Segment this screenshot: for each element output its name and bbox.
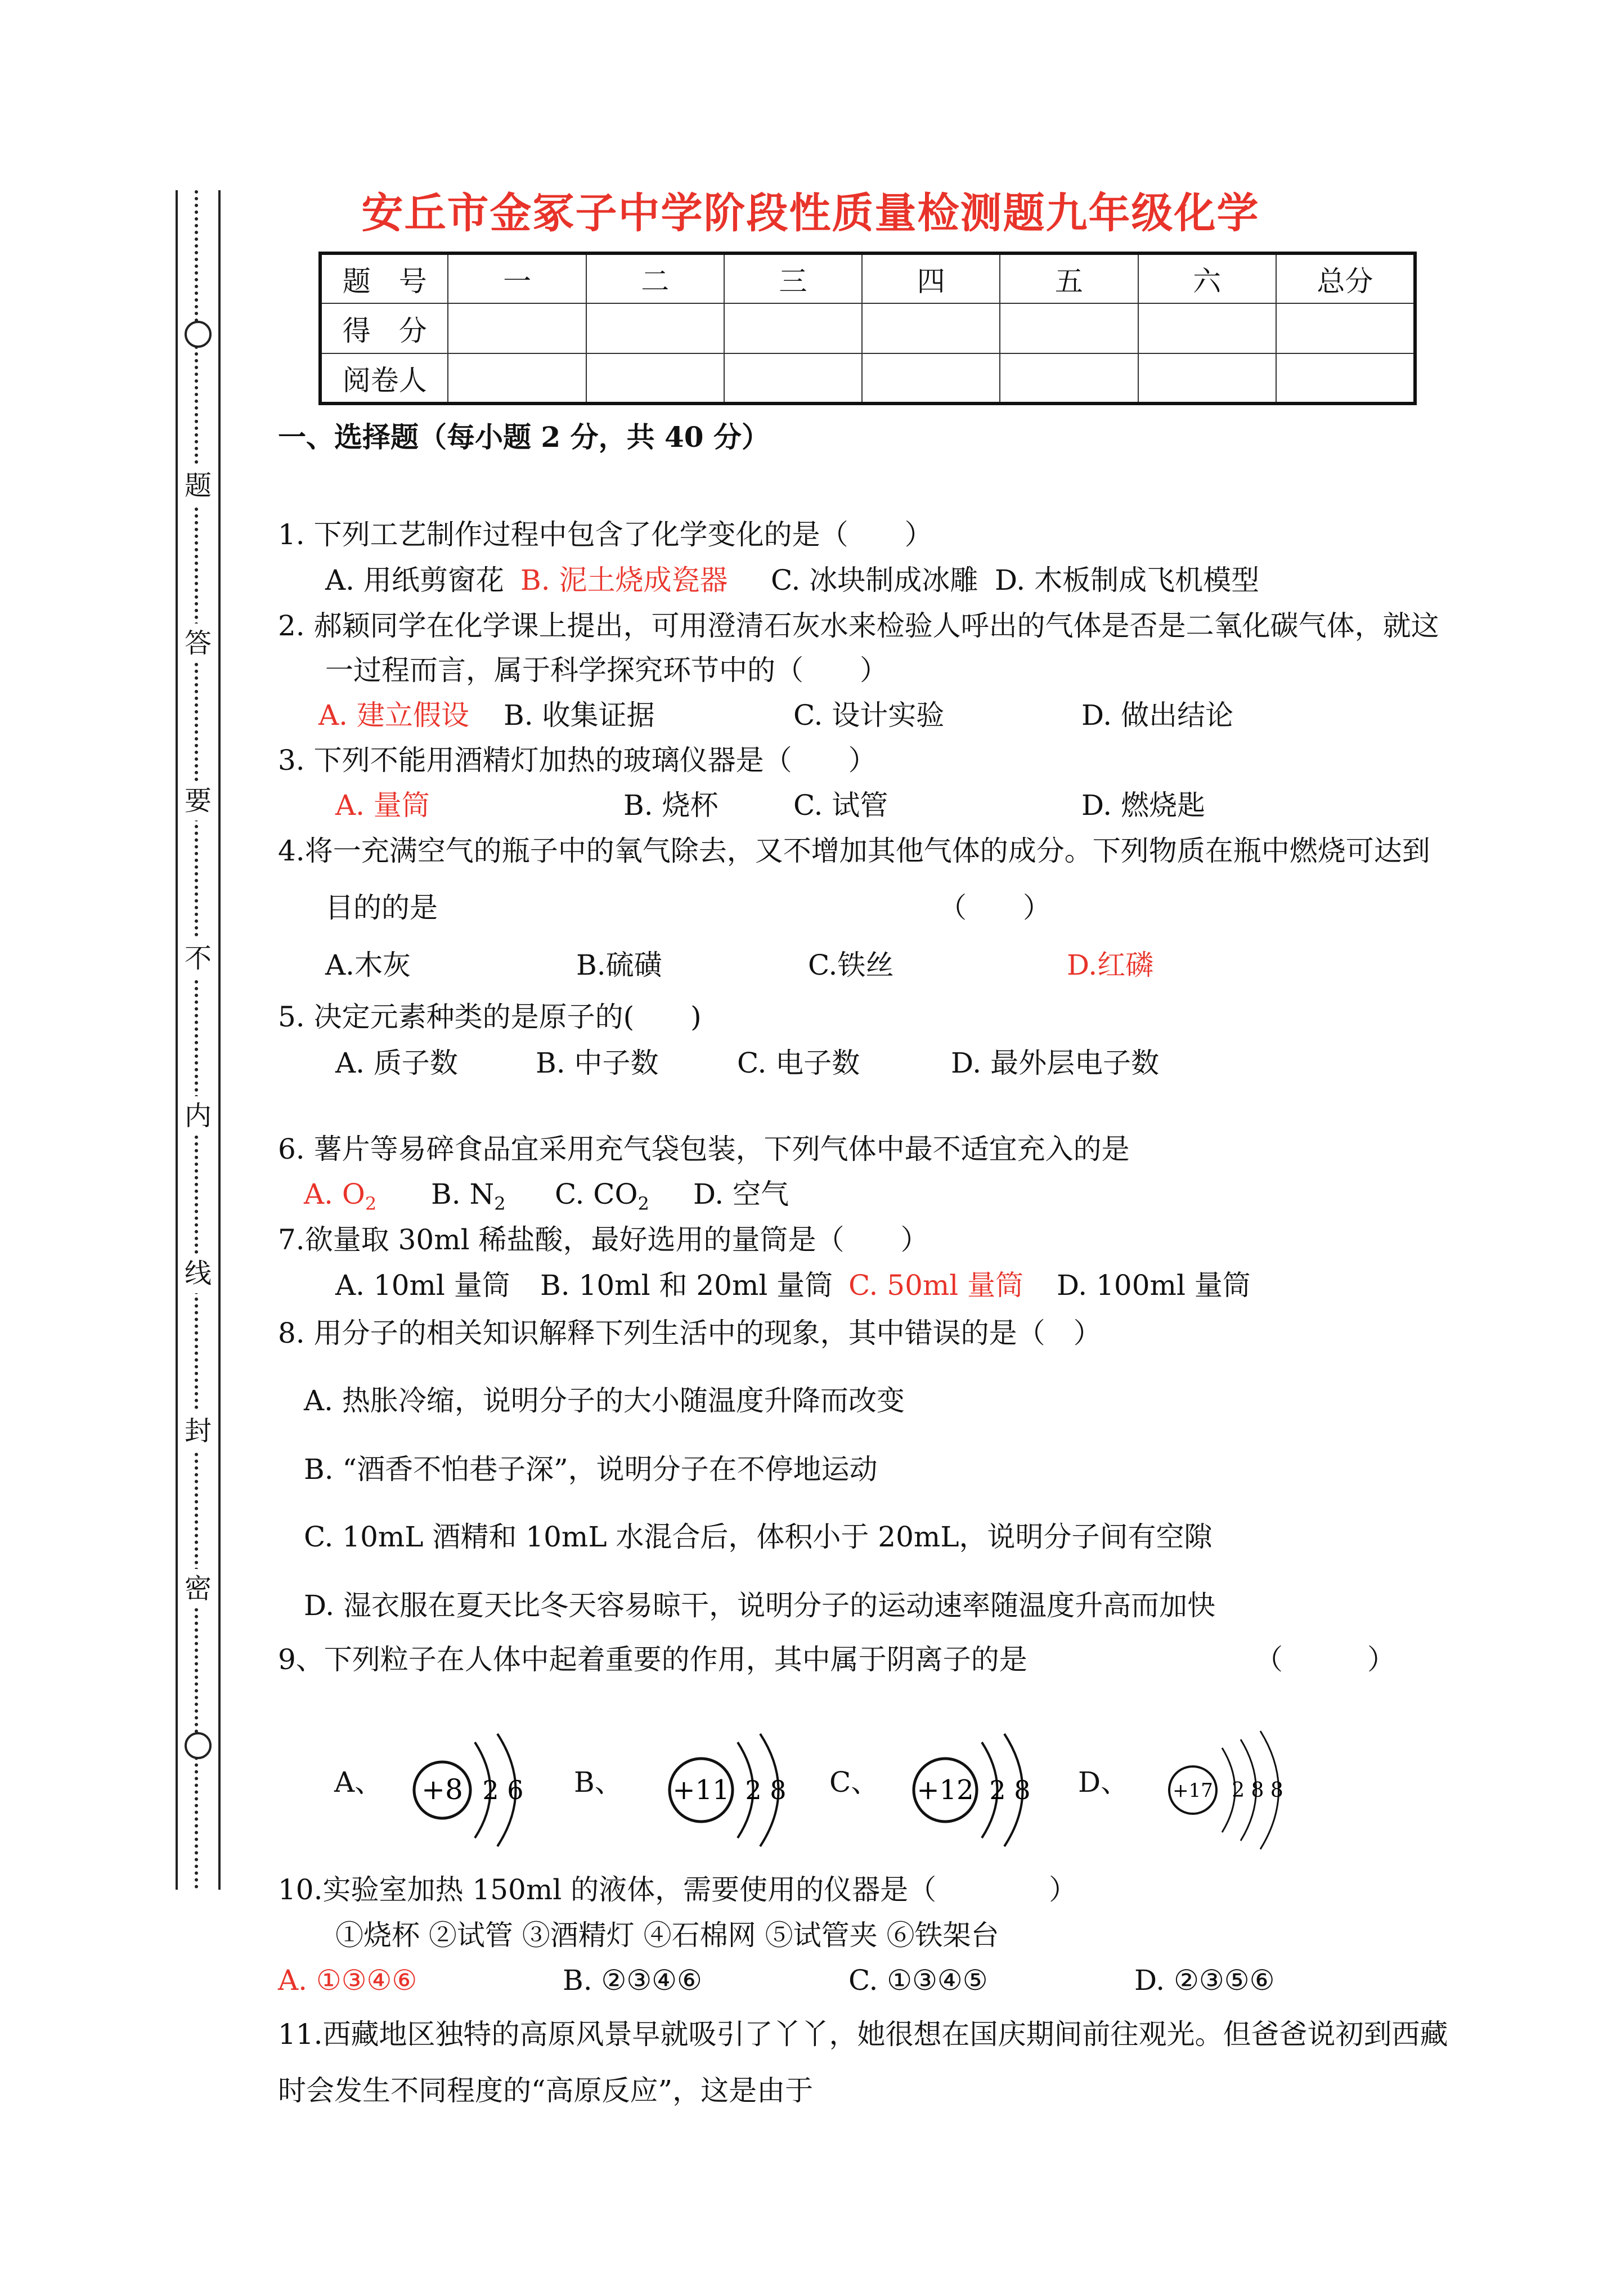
circle-mark	[185, 1732, 212, 1759]
table-cell: 总分	[1276, 253, 1415, 303]
shell-electrons: 2 8	[745, 1775, 787, 1805]
table-cell: 阅卷人	[320, 353, 448, 403]
question-6-stem: 6. 薯片等易碎食品宜采用充气袋包装，下列气体中最不适宜充入的是	[278, 1133, 1130, 1165]
table-cell: 二	[586, 253, 724, 303]
seal-char-ti: 题	[180, 466, 216, 505]
q4-option-c[interactable]: C.铁丝	[808, 949, 894, 981]
seal-char-yao: 要	[180, 781, 216, 820]
table-row	[320, 253, 1415, 303]
seal-char-bu: 不	[180, 939, 216, 978]
question-8-stem: 8. 用分子的相关知识解释下列生活中的现象，其中错误的是（ ）	[278, 1317, 1102, 1349]
table-cell[interactable]	[862, 303, 1000, 353]
q8-option-a[interactable]: A. 热胀冷缩，说明分子的大小随温度升降而改变	[304, 1384, 905, 1417]
table-cell[interactable]	[862, 353, 1000, 403]
table-cell: 六	[1138, 253, 1276, 303]
q10-option-d[interactable]: D. ②③⑤⑥	[1134, 1964, 1275, 1997]
answer-paren[interactable]: （ ）	[939, 891, 1051, 924]
question-7-stem: 7.欲量取 30ml 稀盐酸，最好选用的量筒是（ ）	[278, 1223, 929, 1256]
seal-char-da: 答	[180, 624, 216, 663]
q7-option-c[interactable]: C. 50ml 量筒	[848, 1269, 1024, 1302]
nucleus-charge: +17	[1173, 1779, 1213, 1802]
table-cell: 一	[448, 253, 586, 303]
q10-option-a[interactable]: A. ①③④⑥	[278, 1964, 417, 1997]
table-cell[interactable]	[1138, 303, 1276, 353]
dotted-line	[195, 190, 198, 1890]
q2-option-b[interactable]: B. 收集证据	[504, 699, 655, 732]
q6-option-b[interactable]: B. $N_2$	[431, 1178, 506, 1214]
q3-option-d[interactable]: D. 燃烧匙	[1081, 789, 1206, 822]
q1-option-d[interactable]: D. 木板制成飞机模型	[995, 564, 1260, 597]
question-11-stem-cont: 时会发生不同程度的“高原反应”，这是由于	[278, 2074, 814, 2107]
table-row	[320, 303, 1415, 353]
nucleus-charge: +8	[421, 1773, 463, 1806]
q7-option-d[interactable]: D. 100ml 量筒	[1057, 1269, 1251, 1302]
q6-option-d[interactable]: D. 空气	[693, 1178, 789, 1210]
seal-char-mi: 密	[180, 1569, 216, 1608]
q5-option-d[interactable]: D. 最外层电子数	[951, 1047, 1160, 1079]
q4-option-b[interactable]: B.硫磺	[576, 949, 662, 981]
q2-option-a[interactable]: A. 建立假设	[318, 699, 469, 732]
q9-atom-a-diagram[interactable]	[407, 1720, 571, 1860]
section-heading: 一、选择题（每小题 2 分，共 40 分）	[278, 420, 770, 454]
table-cell[interactable]	[448, 353, 586, 403]
seal-char-nei: 内	[180, 1096, 216, 1136]
q5-option-a[interactable]: A. 质子数	[335, 1047, 458, 1079]
question-1-stem: 1. 下列工艺制作过程中包含了化学变化的是（ ）	[278, 518, 933, 551]
table-cell[interactable]	[586, 353, 724, 403]
table-cell: 得 分	[320, 303, 448, 353]
table-cell[interactable]	[1138, 353, 1276, 403]
q1-option-a[interactable]: A. 用纸剪窗花	[325, 564, 504, 597]
q9-atom-b-diagram[interactable]	[662, 1720, 825, 1860]
question-2-stem-cont: 一过程而言，属于科学探究环节中的（ ）	[325, 654, 888, 687]
q7-option-b[interactable]: B. 10ml 和 20ml 量筒	[540, 1269, 833, 1302]
q1-option-b[interactable]: B. 泥土烧成瓷器	[520, 564, 728, 597]
answer-paren[interactable]: （ ）	[1255, 1643, 1395, 1676]
q6-option-a[interactable]: A. $O_2$	[304, 1178, 377, 1214]
question-10-items: ①烧杯 ②试管 ③酒精灯 ④石棉网 ⑤试管夹 ⑥铁架台	[335, 1919, 999, 1952]
q3-option-b[interactable]: B. 烧杯	[623, 789, 719, 822]
table-cell[interactable]	[724, 353, 862, 403]
table-cell[interactable]	[724, 303, 862, 353]
q10-option-c[interactable]: C. ①③④⑤	[848, 1964, 988, 1997]
seal-strip	[176, 190, 221, 1890]
question-10-stem: 10.实验室加热 150ml 的液体，需要使用的仪器是（ ）	[278, 1873, 1077, 1906]
q1-option-c[interactable]: C. 冰块制成冰雕	[771, 564, 978, 597]
q7-option-a[interactable]: A. 10ml 量筒	[335, 1269, 510, 1302]
nucleus-charge: +11	[672, 1774, 730, 1806]
q9-option-a-label[interactable]: A、	[334, 1766, 383, 1799]
q2-option-d[interactable]: D. 做出结论	[1081, 699, 1234, 732]
question-2-stem: 2. 郝颖同学在化学课上提出，可用澄清石灰水来检验人呼出的气体是否是二氧化碳气体，就这	[278, 609, 1439, 642]
q9-atom-d-diagram[interactable]	[1159, 1720, 1339, 1860]
question-3-stem: 3. 下列不能用酒精灯加热的玻璃仪器是（ ）	[278, 744, 877, 777]
seal-char-feng: 封	[180, 1411, 216, 1451]
q6-option-c[interactable]: C. $CO_2$	[555, 1178, 649, 1214]
table-cell: 四	[862, 253, 1000, 303]
question-4-stem-cont: 目的的是	[325, 891, 438, 924]
shell-electrons: 2 8	[989, 1775, 1031, 1805]
table-cell: 五	[1000, 253, 1138, 303]
q9-atom-c-diagram[interactable]	[906, 1720, 1069, 1860]
table-cell: 题 号	[320, 253, 448, 303]
table-cell[interactable]	[448, 303, 586, 353]
q10-option-b[interactable]: B. ②③④⑥	[563, 1964, 702, 1997]
table-cell: 三	[724, 253, 862, 303]
question-4-stem: 4.将一充满空气的瓶子中的氧气除去，又不增加其他气体的成分。下列物质在瓶中燃烧可达到	[278, 835, 1430, 867]
q4-option-d[interactable]: D.红磷	[1067, 949, 1154, 981]
q9-option-c-label[interactable]: C、	[829, 1766, 879, 1799]
score-table	[318, 252, 1417, 405]
q8-option-d[interactable]: D. 湿衣服在夏天比冬天容易晾干，说明分子的运动速率随温度升高而加快	[304, 1589, 1216, 1622]
q3-option-c[interactable]: C. 试管	[793, 789, 888, 822]
table-cell[interactable]	[1000, 303, 1138, 353]
table-cell[interactable]	[1000, 353, 1138, 403]
q5-option-b[interactable]: B. 中子数	[536, 1047, 659, 1079]
q2-option-c[interactable]: C. 设计实验	[793, 699, 945, 732]
q9-option-d-label[interactable]: D、	[1078, 1766, 1129, 1799]
q5-option-c[interactable]: C. 电子数	[737, 1047, 860, 1079]
q4-option-a[interactable]: A.木灰	[325, 949, 411, 981]
table-cell[interactable]	[586, 303, 724, 353]
q3-option-a[interactable]: A. 量筒	[335, 789, 430, 822]
circle-mark	[185, 321, 212, 348]
nucleus-charge: +12	[917, 1774, 974, 1806]
table-row	[320, 353, 1415, 403]
question-11-stem: 11.西藏地区独特的高原风景早就吸引了丫丫，她很想在国庆期间前往观光。但爸爸说初到西藏	[278, 2018, 1448, 2051]
table-cell[interactable]	[1276, 303, 1415, 353]
q8-option-b[interactable]: B. “酒香不怕巷子深”，说明分子在不停地运动	[304, 1453, 878, 1486]
seal-char-xian: 线	[180, 1254, 216, 1293]
page-title: 安丘市金冢子中学阶段性质量检测题九年级化学	[361, 189, 1260, 237]
table-cell[interactable]	[1276, 353, 1415, 403]
q9-option-b-label[interactable]: B、	[574, 1766, 623, 1799]
question-5-stem: 5. 决定元素种类的是原子的( )	[278, 1001, 702, 1033]
q8-option-c[interactable]: C. 10mL 酒精和 10mL 水混合后，体积小于 20mL，说明分子间有空隙	[304, 1521, 1213, 1553]
question-9-stem: 9、下列粒子在人体中起着重要的作用，其中属于阴离子的是	[278, 1643, 1027, 1676]
shell-electrons: 2 6	[482, 1775, 524, 1805]
shell-electrons: 2 8 8	[1232, 1779, 1283, 1802]
